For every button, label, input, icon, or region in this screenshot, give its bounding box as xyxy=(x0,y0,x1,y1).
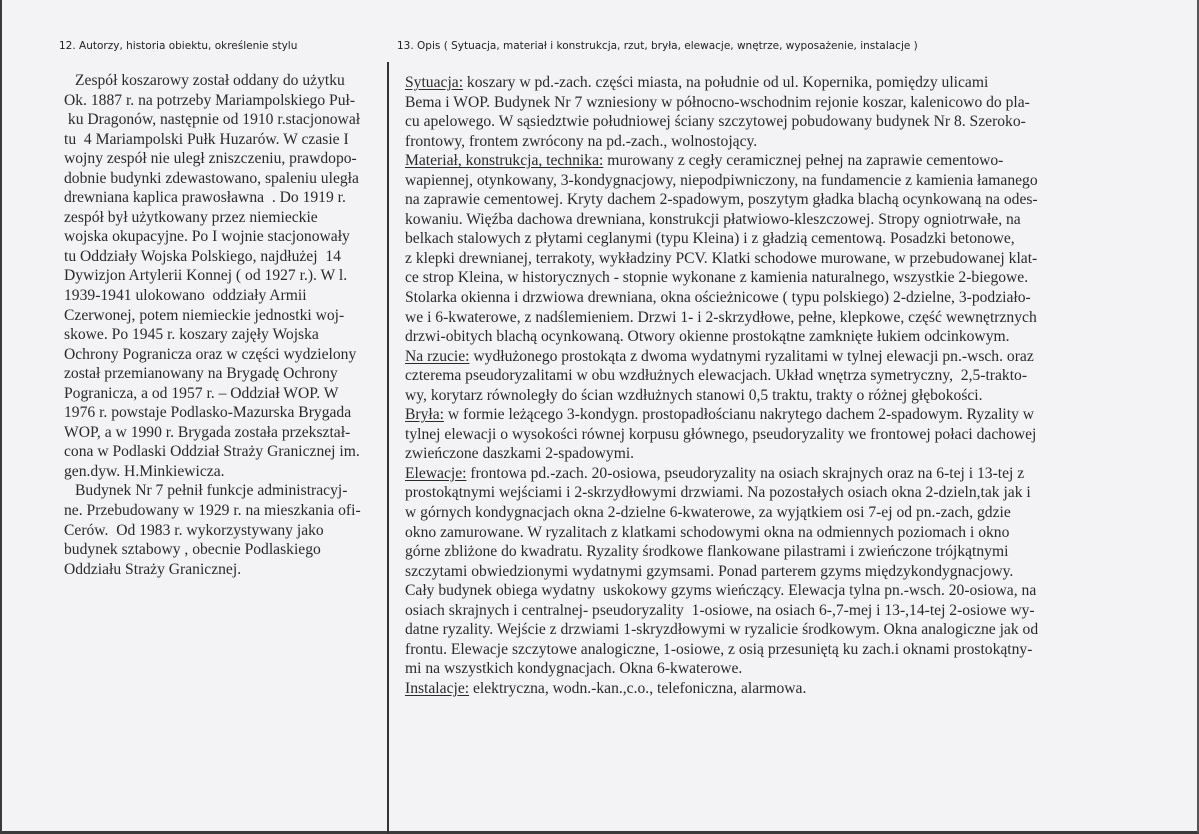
column-divider xyxy=(387,62,389,834)
text-line xyxy=(64,403,361,423)
text-line xyxy=(64,325,361,345)
line-text: koszary w pd.-zach. części miasta, na południe od ul. Kopernika, pomiędzy ulicami xyxy=(463,74,989,91)
text-line xyxy=(64,481,361,501)
line-text: ce strop Kleina, w historycznych - stopnie wykonane z kamienia naturalnego, wszystkie 2-biegowe. xyxy=(405,269,1029,287)
section-label: Materiał, konstrukcja, technika: xyxy=(405,152,604,170)
line-text: w formie leżącego 3-kondygn. prostopadłościanu nakrytego dachem 2-spadowym. Ryzality w xyxy=(443,406,1035,424)
line-text: 1976 r. powstaje Podlasko-Mazurska Brygada xyxy=(64,404,352,422)
line-text: prostokątnymi wejściami i 2-skrzydłowymi drzwiami. Na pozostałych osiach okna 2-dzieln,tak jak i xyxy=(405,484,1031,502)
line-text: wy, korytarz równoległy do ścian wzdłużnych stanowi 0,5 traktu, trakty o różnej głębokości. xyxy=(405,386,983,404)
line-text: tu Oddziały Wojska Polskiego, najdłużej 14 xyxy=(64,247,341,265)
line-text: kowaniu. Więźba dachowa drewniana, konstrukcji płatwiowo-kleszczowej. Stropy ogniotrwałe, na xyxy=(405,210,1021,228)
line-text: Stolarka okienna i drzwiowa drewniana, okna ościeżnicowe ( typu polskiego) 2-dzielne, 3-podziało- xyxy=(405,289,1031,307)
text-line xyxy=(64,247,361,267)
line-text: osiach skrajnych i centralnej- pseudoryzality 1-osiowe, na osiach 6-,7-mej i 13-,14-tej 2-osiowe wy- xyxy=(405,601,1035,619)
text-line xyxy=(405,405,1038,425)
line-text: budynek sztabowy , obecnie Podlaskiego xyxy=(64,541,321,559)
text-line xyxy=(64,384,361,404)
section-label: Na rzucie: xyxy=(405,347,470,365)
line-text: Czerwonej, potem niemieckie jednostki woj- xyxy=(64,306,345,324)
text-line xyxy=(405,464,1038,484)
text-line xyxy=(64,442,361,462)
text-line xyxy=(405,288,1038,308)
text-line xyxy=(405,444,1038,464)
line-text: wydłużonego prostokąta z dwoma wydatnymi ryzalitami w tylnej elewacji pn.-wsch. oraz xyxy=(469,347,1034,365)
line-text: Ok. 1887 r. na potrzeby Mariampolskiego Puł- xyxy=(64,91,356,109)
line-text: murowany z cegły ceramicznej pełnej na zaprawie cementowo- xyxy=(603,152,1004,170)
text-line xyxy=(405,425,1038,445)
line-text: belkach stalowych z płytami ceglanymi (typu Kleina) i z gładzią cementową. Posadzki betonowe, xyxy=(405,230,1015,248)
line-text: szczytami obwiedzionymi wydatnymi gzymsami. Ponad parterem gzyms międzykondygnacjowy. xyxy=(405,562,1014,580)
text-line xyxy=(64,462,361,482)
text-line xyxy=(405,347,1038,367)
line-text: z klepki drewnianej, terrakoty, wykładziny PCV. Klatki schodowe murowane, w przebudowanej klat- xyxy=(405,249,1038,267)
text-line xyxy=(64,521,361,541)
line-text: WOP, a w 1990 r. Brygada została przekształ- xyxy=(64,423,351,441)
text-line xyxy=(405,542,1038,562)
line-text: górne zbliżone do kwadratu. Ryzality środkowe flankowane pilastrami i zwieńczone trójkątnymi xyxy=(405,543,1009,561)
text-line xyxy=(405,190,1038,210)
line-text: zwieńczone daszkami 2-spadowymi. xyxy=(405,445,635,463)
line-text: wapiennej, otynkowany, 3-kondygnacjowy, niepodpiwniczony, na fundamencie z kamienia łamanego xyxy=(405,171,1038,189)
description-text-column xyxy=(405,73,1038,699)
text-line xyxy=(405,210,1038,230)
line-text: zespół był użytkowany przez niemieckie xyxy=(64,208,318,226)
text-line xyxy=(405,659,1038,679)
section-12-heading: 12. Autorzy, historia obiektu, określenie stylu xyxy=(59,40,298,52)
line-text: został przemianowany na Brygadę Ochrony xyxy=(64,365,338,383)
text-line xyxy=(64,306,361,326)
line-text: na zaprawie cementowej. Kryty dachem 2-spadowym, poszytym gładka blachą ocynkowaną na odes- xyxy=(405,191,1038,209)
text-line xyxy=(64,149,361,169)
text-line xyxy=(64,364,361,384)
line-text: mi na wszystkich kondygnacjach. Okna 6-kwaterowe. xyxy=(405,660,743,678)
line-text: elektryczna, wodn.-kan.,c.o., telefoniczna, alarmowa. xyxy=(469,679,807,697)
text-line xyxy=(405,249,1038,269)
text-line xyxy=(64,188,361,208)
text-line xyxy=(405,601,1038,621)
line-text: Ochrony Pogranicza oraz w części wydzielony xyxy=(64,345,357,363)
line-text: tylnej elewacji o wysokości równej korpusu głównego, pseudoryzality we frontowej połaci dachowej xyxy=(405,425,1037,443)
line-text: cu apelowego. W sąsiedztwie południowej ściany szczytowej pobudowany budynek Nr 8. Szeroko- xyxy=(405,113,1026,131)
section-label: Bryła: xyxy=(405,406,444,424)
text-line xyxy=(64,208,361,228)
history-text-column xyxy=(64,71,361,579)
text-line xyxy=(405,171,1038,191)
text-line xyxy=(405,308,1038,328)
line-text: gen.dyw. H.Minkiewicza. xyxy=(64,462,225,480)
line-text: cona w Podlaski Oddział Straży Granicznej im. xyxy=(64,443,360,461)
text-line xyxy=(64,91,361,111)
line-text: wojska okupacyjne. Po I wojnie stacjonowały xyxy=(64,228,350,246)
line-text: w górnych kondygnacjach okna 2-dzielne 6-kwaterowe, za wyjątkiem osi 7-ej od pn.-zach, gdzie xyxy=(405,504,1011,522)
line-text: Cały budynek obiega wydatny uskokowy gzyms wieńczący. Elewacja tylna pn.-wsch. 20-osiowa, na xyxy=(405,582,1037,600)
text-line xyxy=(64,110,361,130)
line-text: okno zamurowane. W ryzalitach z klatkami schodowymi okna na odmiennych poziomach i okno xyxy=(405,523,1010,541)
text-line xyxy=(405,268,1038,288)
text-line xyxy=(405,483,1038,503)
text-line xyxy=(405,366,1038,386)
text-line xyxy=(405,562,1038,582)
line-text: Budynek Nr 7 pełnił funkcje administracyj- xyxy=(75,482,348,500)
text-line xyxy=(405,523,1038,543)
section-label: Instalacje: xyxy=(405,679,470,697)
line-text: skowe. Po 1945 r. koszary zajęły Wojska xyxy=(64,326,319,344)
line-text: Pogranicza, a od 1957 r. – Oddział WOP. W xyxy=(64,384,339,402)
line-text: drzwi-obitych blachą ocynkowaną. Otwory okienne prostokątne zamknięte łukiem odcinkowym. xyxy=(405,328,1010,346)
line-text: ne. Przebudowany w 1929 r. na mieszkania ofi- xyxy=(64,502,361,520)
line-text: Zespół koszarowy został oddany do użytku xyxy=(75,72,345,89)
line-text: frontu. Elewacje szczytowe analogiczne, 1-osiowe, z osią przesuniętą ku zach.i oknami prostokątny- xyxy=(405,640,1033,658)
text-line xyxy=(405,151,1038,171)
text-line xyxy=(405,640,1038,660)
text-line xyxy=(64,169,361,189)
section-label: Elewacje: xyxy=(405,464,467,482)
line-text: Cerów. Od 1983 r. wykorzystywany jako xyxy=(64,521,324,539)
line-text: drewniana kaplica prawosławna . Do 1919 r. xyxy=(64,189,346,207)
line-text: Oddziału Straży Granicznej. xyxy=(64,560,242,578)
line-text: we i 6-kwaterowe, z nadślemieniem. Drzwi 1- i 2-skrzydłowe, pełne, klepkowe, część wewnętrznych xyxy=(405,308,1037,326)
text-line xyxy=(405,112,1038,132)
text-line xyxy=(64,227,361,247)
line-text: frontowa pd.-zach. 20-osiowa, pseudoryzality na osiach skrajnych oraz na 6-tej i 13-tej z xyxy=(466,464,1025,482)
text-line xyxy=(405,73,1038,93)
line-text: Dywizjon Artylerii Konnej ( od 1927 r.). W l. xyxy=(64,267,348,285)
text-line xyxy=(64,130,361,150)
text-line xyxy=(405,620,1038,640)
text-line xyxy=(64,286,361,306)
text-line xyxy=(405,132,1038,152)
line-text: tu 4 Mariampolski Pułk Huzarów. W czasie I xyxy=(64,130,349,148)
line-text: wojny zespół nie uległ zniszczeniu, prawdopo- xyxy=(64,150,357,168)
text-line xyxy=(405,229,1038,249)
text-line xyxy=(64,71,361,91)
text-line xyxy=(405,581,1038,601)
line-text: ku Dragonów, następnie od 1910 r.stacjonował xyxy=(64,111,361,129)
section-13-heading: 13. Opis ( Sytuacja, materiał i konstrukcja, rzut, bryła, elewacje, wnętrze, wyposażenie, instalacje ) xyxy=(397,40,918,52)
line-text: datne ryzality. Wejście z drzwiami 1-skryzdłowymi w ryzalicie środkowym. Okna analogiczne jak od xyxy=(405,621,1039,639)
text-line xyxy=(405,93,1038,113)
text-line xyxy=(405,327,1038,347)
text-line xyxy=(405,503,1038,523)
text-line xyxy=(64,560,361,580)
line-text: Bema i WOP. Budynek Nr 7 wzniesiony w północno-wschodnim rejonie koszar, kalenicowo do pla- xyxy=(405,93,1030,111)
line-text: 1939-1941 ulokowano oddziały Armii xyxy=(64,287,307,305)
text-line xyxy=(64,423,361,443)
text-line xyxy=(405,386,1038,406)
section-label: Sytuacja: xyxy=(405,74,464,91)
line-text: dobnie budynki zdewastowano, spaleniu uległa xyxy=(64,169,359,187)
text-line xyxy=(64,540,361,560)
text-line xyxy=(64,345,361,365)
text-line xyxy=(405,679,1038,699)
text-line xyxy=(64,266,361,286)
line-text: czterema pseudoryzalitami w obu wzdłużnych elewacjach. Układ wnętrza symetryczny, 2,5-trakto- xyxy=(405,367,1028,385)
line-text: frontowy, frontem zwrócony na pd.-zach., wolnostojący. xyxy=(405,132,758,150)
text-line xyxy=(64,501,361,521)
